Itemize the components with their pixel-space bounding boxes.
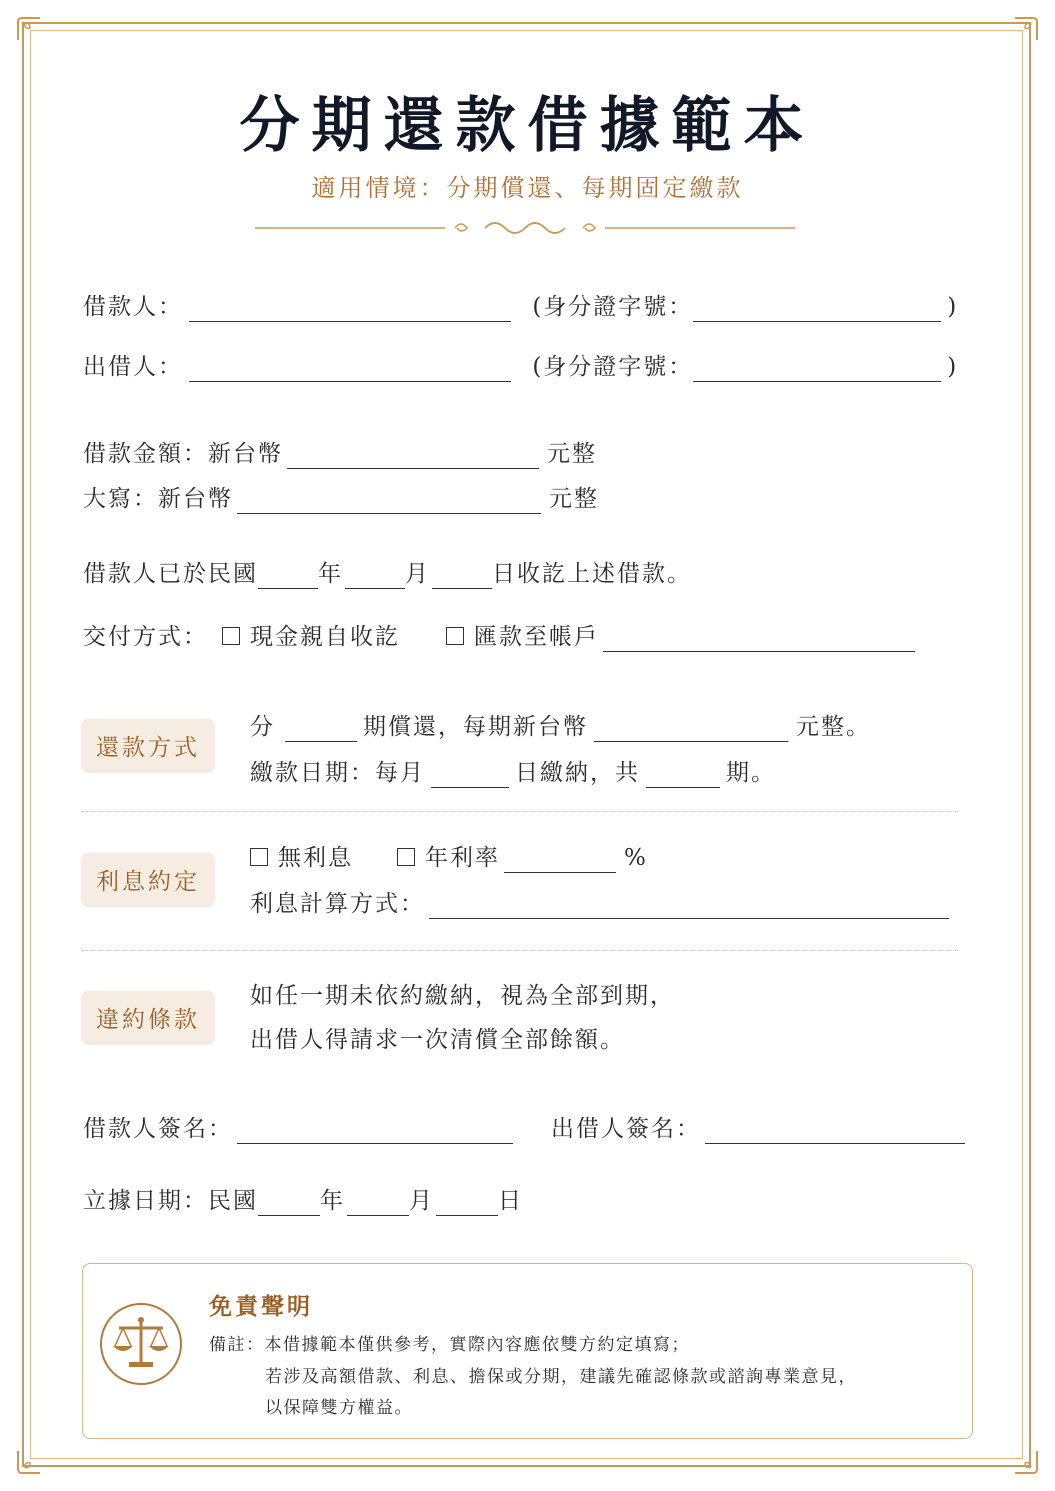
date-prefix: 立據日期：民國 <box>83 1188 258 1214</box>
id-label: (身分證字號： <box>532 294 694 320</box>
signatures-row <box>83 1114 965 1144</box>
lender-row <box>83 352 958 382</box>
payment-count-label: 日繳納，共 <box>515 760 640 786</box>
lender-signature-field[interactable] <box>705 1121 965 1144</box>
payment-count-field[interactable] <box>646 765 720 788</box>
receipt-month-field[interactable] <box>345 566 405 589</box>
receipt-suffix: 日收訖上述借款。 <box>492 561 692 587</box>
amount-row <box>83 439 597 469</box>
borrower-id-field[interactable] <box>693 299 941 322</box>
date-day-label: 日 <box>498 1188 523 1214</box>
receipt-row <box>83 559 692 589</box>
per-period-amount-field[interactable] <box>594 719 788 742</box>
account-field[interactable] <box>603 629 915 652</box>
disclaimer-line-1: 備註：本借據範本僅供參考，實際內容應依雙方約定填寫； <box>209 1335 690 1355</box>
lender-id-field[interactable] <box>693 359 941 382</box>
transfer-option-label: 匯款至帳戶 <box>474 624 599 650</box>
no-interest-checkbox[interactable] <box>250 848 268 866</box>
repayment-per-period-label: 期償還，每期新台幣 <box>363 714 588 740</box>
receipt-month-label: 月 <box>405 561 430 587</box>
repayment-tag: 還款方式 <box>82 719 214 771</box>
payment-day-field[interactable] <box>431 765 509 788</box>
default-tag: 違約條款 <box>82 991 214 1043</box>
section-divider <box>82 950 958 951</box>
annual-rate-checkbox[interactable] <box>397 848 415 866</box>
scale-icon <box>99 1302 183 1386</box>
lender-name-field[interactable] <box>189 359 511 382</box>
section-divider <box>82 811 958 812</box>
receipt-prefix: 借款人已於民國 <box>83 561 258 587</box>
page-title: 分期還款借據範本 <box>239 91 816 161</box>
date-year-label: 年 <box>320 1188 345 1214</box>
borrower-row <box>83 292 958 322</box>
payment-date-label: 繳款日期：每月 <box>250 760 425 786</box>
id-close: ) <box>947 354 959 380</box>
corner-ornament-icon <box>14 1447 44 1477</box>
id-label: (身分證字號： <box>532 354 694 380</box>
interest-tag: 利息約定 <box>82 853 214 905</box>
transfer-checkbox[interactable] <box>446 627 464 645</box>
amount-label: 借款金額：新台幣 <box>83 441 283 467</box>
uppercase-amount-field[interactable] <box>237 491 541 514</box>
id-close: ) <box>947 294 959 320</box>
repayment-line-2 <box>250 758 776 788</box>
delivery-label: 交付方式： <box>83 624 208 650</box>
interest-options-row <box>250 843 648 873</box>
date-month-label: 月 <box>409 1188 434 1214</box>
uppercase-label: 大寫：新台幣 <box>83 486 233 512</box>
lender-signature-label: 出借人簽名： <box>551 1116 701 1142</box>
borrower-signature-field[interactable] <box>237 1121 513 1144</box>
date-month-field[interactable] <box>347 1193 409 1216</box>
repayment-line-1 <box>250 712 871 742</box>
payment-count-suffix: 期。 <box>726 760 776 786</box>
interest-method-row <box>250 889 949 919</box>
default-line-1: 如任一期未依約繳納，視為全部到期， <box>250 983 675 1009</box>
percent-sign: % <box>624 845 648 871</box>
delivery-row <box>83 622 915 652</box>
borrower-name-field[interactable] <box>189 299 511 322</box>
divider-ornament-icon <box>255 216 795 240</box>
disclaimer-line-3: 以保障雙方權益。 <box>265 1398 413 1418</box>
cash-checkbox[interactable] <box>222 627 240 645</box>
periods-field[interactable] <box>285 719 357 742</box>
corner-ornament-icon <box>14 14 44 44</box>
uppercase-unit: 元整 <box>549 486 599 512</box>
receipt-year-label: 年 <box>318 561 343 587</box>
annual-rate-field[interactable] <box>504 850 616 873</box>
borrower-signature-label: 借款人簽名： <box>83 1116 233 1142</box>
amount-unit: 元整 <box>547 441 597 467</box>
lender-label: 出借人： <box>83 354 183 380</box>
disclaimer-line-2: 若涉及高額借款、利息、擔保或分期，建議先確認條款或諮詢專業意見， <box>265 1367 857 1387</box>
corner-ornament-icon <box>1011 14 1041 44</box>
default-line-2: 出借人得請求一次清償全部餘額。 <box>250 1027 625 1053</box>
disclaimer-box <box>82 1263 973 1439</box>
amount-field[interactable] <box>287 446 539 469</box>
repayment-periods-prefix: 分 <box>250 714 275 740</box>
date-row <box>83 1186 523 1216</box>
date-day-field[interactable] <box>436 1193 498 1216</box>
date-year-field[interactable] <box>258 1193 320 1216</box>
repayment-unit: 元整。 <box>796 714 871 740</box>
receipt-day-field[interactable] <box>432 566 492 589</box>
receipt-year-field[interactable] <box>258 566 318 589</box>
no-interest-label: 無利息 <box>278 845 353 871</box>
borrower-label: 借款人： <box>83 294 183 320</box>
interest-method-field[interactable] <box>429 896 949 919</box>
cash-option-label: 現金親自收訖 <box>250 624 400 650</box>
corner-ornament-icon <box>1011 1447 1041 1477</box>
uppercase-amount-row <box>83 484 599 514</box>
disclaimer-title: 免責聲明 <box>209 1293 313 1320</box>
page-subtitle: 適用情境：分期償還、每期固定繳款 <box>311 174 744 202</box>
interest-method-label: 利息計算方式： <box>250 891 425 917</box>
annual-rate-label: 年利率 <box>425 845 500 871</box>
